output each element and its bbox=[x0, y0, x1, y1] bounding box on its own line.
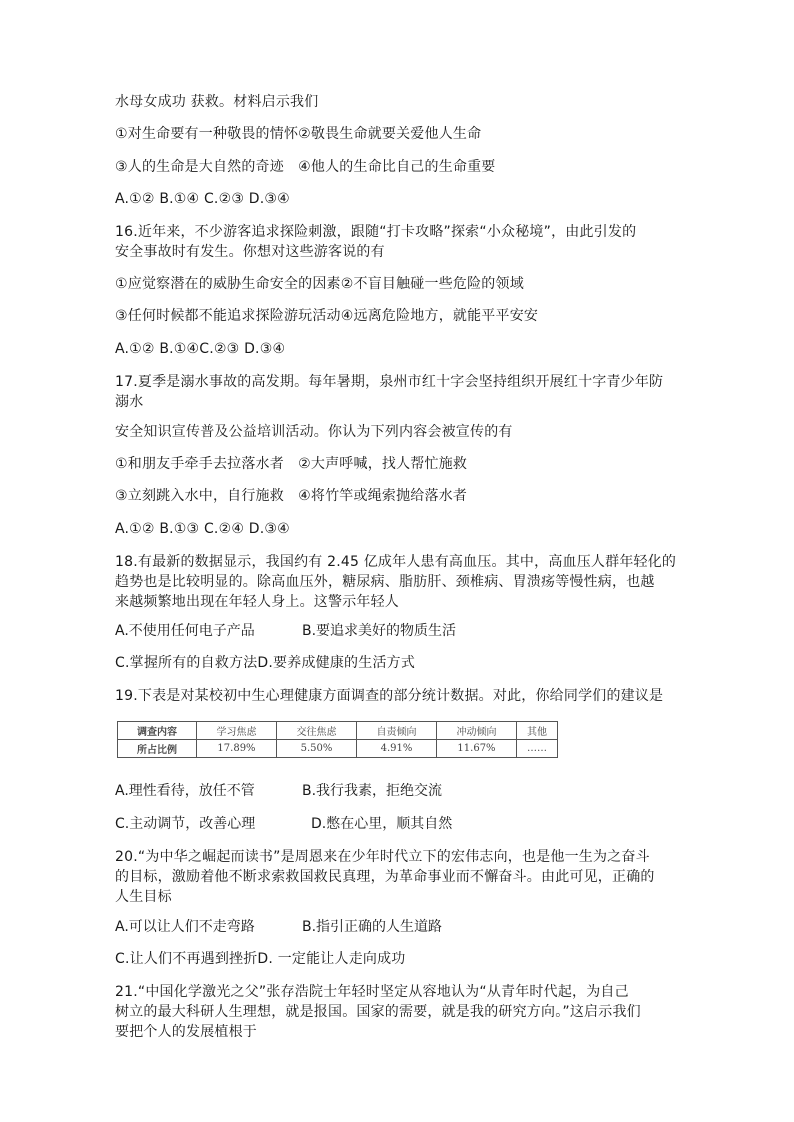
survey-cell: 冲动倾向 bbox=[437, 722, 517, 740]
survey-cell: 11.67% bbox=[437, 740, 517, 758]
survey-value-row bbox=[118, 740, 558, 758]
q17-statements-2: ③立刻跳入水中，自行施救 ④将竹竿或绳索抛给落水者 bbox=[115, 488, 468, 504]
survey-cell: 所占比例 bbox=[118, 740, 197, 758]
q20-stem-1: 20.“为中华之崛起而读书”是周恩来在少年时代立下的宏伟志向，也是他一生为之奋斗 bbox=[115, 849, 650, 865]
survey-cell: 5.50% bbox=[277, 740, 357, 758]
q15-statements-1: ①对生命要有一种敬畏的情怀②敬畏生命就要关爱他人生命 bbox=[115, 126, 482, 142]
q19-options-cd bbox=[115, 814, 452, 834]
q15-stem-end: 水母女成功 获救。材料启示我们 bbox=[115, 94, 319, 110]
q18-option-a: A.不使用任何电子产品 bbox=[115, 623, 255, 639]
q20-options-ab bbox=[115, 917, 442, 937]
q20-stem-2: 的目标，激励着他不断求索救国救民真理，为革命事业而不懈奋斗。由此可见，正确的 bbox=[115, 869, 655, 885]
q19-option-c: C.主动调节，改善心理 bbox=[115, 816, 256, 832]
survey-header-row bbox=[118, 722, 558, 740]
q16-statements-2: ③任何时候都不能追求探险游玩活动④远离危险地方，就能平平安安 bbox=[115, 308, 539, 324]
q21-stem-1: 21.“中国化学激光之父”张存浩院士年轻时坚定从容地认为“从青年时代起，为自己 bbox=[115, 984, 629, 1000]
survey-cell: 学习焦虑 bbox=[197, 722, 277, 740]
q19-option-a: A.理性看待，放任不管 bbox=[115, 783, 255, 799]
survey-cell: 17.89% bbox=[197, 740, 277, 758]
q20-stem-3: 人生目标 bbox=[115, 889, 172, 905]
survey-cell: 其他 bbox=[517, 722, 558, 740]
q15-statements-2: ③人的生命是大自然的奇迹 ④他人的生命比自己的生命重要 bbox=[115, 159, 496, 175]
survey-table bbox=[117, 721, 558, 758]
q16-stem-2: 安全事故时有发生。你想对这些游客说的有 bbox=[115, 244, 385, 260]
survey-cell: 调查内容 bbox=[118, 722, 197, 740]
q18-stem-3: 来越频繁地出现在年轻人身上。这警示年轻人 bbox=[115, 594, 399, 610]
q16-statements-1: ①应觉察潜在的威胁生命安全的因素②不盲目触碰一些危险的领域 bbox=[115, 276, 524, 292]
q17-stem-3: 安全知识宣传普及公益培训活动。你认为下列内容会被宣传的有 bbox=[115, 424, 513, 440]
q17-stem-1: 17.夏季是溺水事故的高发期。每年暑期，泉州市红十字会坚持组织开展红十字青少年防 bbox=[115, 374, 664, 390]
q18-option-b: B.要追求美好的物质生活 bbox=[302, 623, 457, 639]
q15-options: A.①② B.①④ C.②③ D.③④ bbox=[115, 191, 290, 207]
survey-cell: 交往焦虑 bbox=[277, 722, 357, 740]
q19-option-d: D.憋在心里，顺其自然 bbox=[311, 816, 453, 832]
q20-option-b: B.指引正确的人生道路 bbox=[302, 919, 443, 935]
survey-cell: …… bbox=[517, 740, 558, 758]
q17-statements-1: ①和朋友手牵手去拉落水者 ②大声呼喊，找人帮忙施救 bbox=[115, 456, 468, 472]
q21-stem-2: 树立的最大科研人生理想，就是报国。国家的需要，就是我的研究方向。”这启示我们 bbox=[115, 1004, 641, 1020]
q19-option-b: B.我行我素，拒绝交流 bbox=[302, 783, 443, 799]
q17-options: A.①② B.①③ C.②④ D.③④ bbox=[115, 521, 290, 537]
q18-stem-1: 18.有最新的数据显示，我国约有 2.45 亿成年人患有高血压。其中，高血压人群年轻化的 bbox=[115, 554, 677, 570]
q16-stem-1: 16.近年来，不少游客追求探险刺激，跟随“打卡攻略”探索“小众秘境”，由此引发的 bbox=[115, 224, 637, 240]
q20-option-a: A.可以让人们不走弯路 bbox=[115, 919, 255, 935]
q21-stem-3: 要把个人的发展植根于 bbox=[115, 1024, 257, 1040]
q20-options-cd: C.让人们不再遇到挫折D. 一定能让人走向成功 bbox=[115, 951, 406, 967]
q18-options-cd: C.掌握所有的自救方法D.要养成健康的生活方式 bbox=[115, 655, 416, 671]
q16-options: A.①② B.①④C.②③ D.③④ bbox=[115, 341, 286, 357]
q17-stem-2: 溺水 bbox=[115, 394, 144, 410]
survey-cell: 4.91% bbox=[357, 740, 437, 758]
q19-options-ab bbox=[115, 781, 442, 801]
q18-stem-2: 趋势也是比较明显的。除高血压外，糖尿病、脂肪肝、颈椎病、胃溃疡等慢性病，也越 bbox=[115, 574, 655, 590]
q19-stem: 19.下表是对某校初中生心理健康方面调查的部分统计数据。对此，你给同学们的建议是 bbox=[115, 688, 664, 704]
q18-options-ab bbox=[115, 621, 456, 641]
survey-cell: 自责倾向 bbox=[357, 722, 437, 740]
